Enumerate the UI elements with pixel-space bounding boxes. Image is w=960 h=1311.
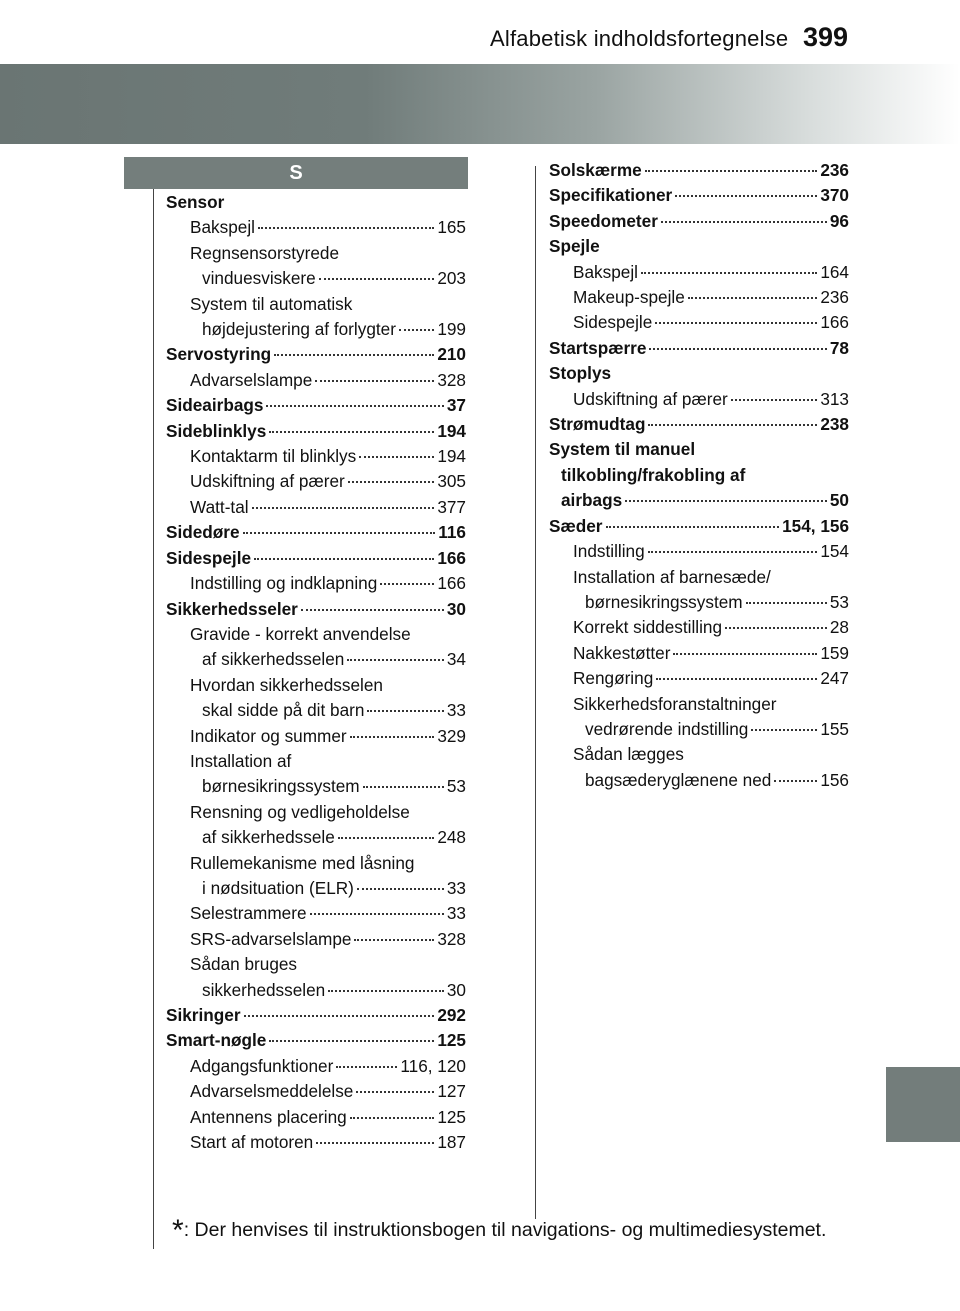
index-entry-text: Bakspejl <box>573 261 638 282</box>
left-column-rule <box>153 189 154 1249</box>
index-entry-text: Nakkestøtter <box>573 642 671 663</box>
index-entry <box>549 641 849 666</box>
index-entry-text: Sidedøre <box>166 522 240 543</box>
index-entry-text: Selestrammere <box>190 903 307 924</box>
index-entry <box>549 260 849 285</box>
index-entry-text: Bakspejl <box>190 217 255 238</box>
dot-leader <box>656 678 817 680</box>
index-entry <box>549 336 849 361</box>
index-entry-page: 154, 156 <box>782 515 849 536</box>
dot-leader <box>244 1015 435 1017</box>
dot-leader <box>258 227 434 229</box>
index-entry <box>166 546 466 571</box>
index-entry-text: Udskiftning af pærer <box>573 388 728 409</box>
index-entry <box>549 590 849 615</box>
index-entry-page: 50 <box>829 490 849 511</box>
index-entry <box>166 774 466 799</box>
index-entry <box>166 266 466 291</box>
index-entry-page: 125 <box>437 1030 466 1051</box>
dot-leader <box>645 170 818 172</box>
index-entry-page: 329 <box>437 725 466 746</box>
section-thumb-tab <box>886 1067 960 1142</box>
index-entry-page: 156 <box>820 769 849 790</box>
index-entry <box>549 539 849 564</box>
index-entry <box>166 571 466 596</box>
index-entry <box>166 724 466 749</box>
section-letter: S <box>289 161 303 184</box>
dot-leader <box>673 653 817 655</box>
dot-leader <box>380 583 434 585</box>
index-heading: Stoplys <box>549 363 612 384</box>
dot-leader <box>655 322 817 324</box>
index-entry-text: børnesikringssystem <box>585 591 743 612</box>
index-entry <box>166 342 466 367</box>
index-entry <box>166 876 466 901</box>
index-entry-page: 187 <box>437 1132 466 1153</box>
index-entry <box>166 368 466 393</box>
index-entry-text: Advarselslampe <box>190 369 313 390</box>
index-entry-text: vinduesviskere <box>202 268 316 289</box>
index-entry <box>166 647 466 672</box>
running-header-title: Alfabetisk indholdsfortegnelse <box>490 26 789 51</box>
dot-leader <box>269 1040 434 1042</box>
index-entry <box>166 469 466 494</box>
index-heading: Gravide - korrekt anvendelse <box>190 623 411 644</box>
header-banner <box>0 64 960 144</box>
index-entry-text: Makeup-spejle <box>573 287 685 308</box>
dot-leader <box>310 913 444 915</box>
index-entry-text: Strømudtag <box>549 414 646 435</box>
index-entry <box>166 444 466 469</box>
dot-leader <box>363 786 444 788</box>
index-entry-text: af sikkerhedssele <box>202 827 335 848</box>
index-entry-page: 155 <box>820 718 849 739</box>
index-entry-page: 116 <box>438 522 466 543</box>
index-entry-text: Rengøring <box>573 668 654 689</box>
dot-leader <box>252 507 435 509</box>
index-entry-page: 370 <box>820 185 849 206</box>
index-entry <box>166 520 466 545</box>
index-heading: Sådan bruges <box>190 954 298 975</box>
dot-leader <box>774 780 817 782</box>
index-entry-page: 248 <box>437 827 466 848</box>
index-entry-text: Kontaktarm til blinklys <box>190 446 357 467</box>
index-entry <box>549 310 849 335</box>
index-heading: Installation af barnesæde/ <box>573 566 771 587</box>
index-entry-text: sikkerhedsselen <box>202 979 326 1000</box>
index-entry <box>166 978 466 1003</box>
index-entry <box>166 1105 466 1130</box>
section-letter-header <box>124 157 468 189</box>
index-entry-text: Smart-nøgle <box>166 1030 267 1051</box>
dot-leader <box>254 558 434 560</box>
index-entry <box>549 717 849 742</box>
index-entry <box>166 419 466 444</box>
dot-leader <box>347 659 444 661</box>
index-entry <box>166 1079 466 1104</box>
index-entry-page: 166 <box>437 547 466 568</box>
index-entry-text: børnesikringssystem <box>202 776 360 797</box>
index-entry-page: 210 <box>437 344 466 365</box>
index-entry-text: Start af motoren <box>190 1132 314 1153</box>
dot-leader <box>266 405 443 407</box>
index-entry <box>549 666 849 691</box>
dot-leader <box>328 990 444 992</box>
index-entry <box>166 317 466 342</box>
index-entry-page: 305 <box>437 471 466 492</box>
index-entry-page: 34 <box>446 649 466 670</box>
index-entry-page: 199 <box>437 319 466 340</box>
index-heading: Sikkerhedsforanstaltninger <box>573 693 777 714</box>
page-number: 399 <box>803 22 849 52</box>
index-entry-page: 194 <box>437 446 466 467</box>
index-entry-text: højdejustering af forlygter <box>202 319 396 340</box>
index-entry-page: 203 <box>437 268 466 289</box>
dot-leader <box>336 1066 397 1068</box>
column-divider <box>535 166 536 1219</box>
footnote <box>172 1214 826 1248</box>
dot-leader <box>338 837 435 839</box>
index-heading: System til automatisk <box>190 293 353 314</box>
index-entry <box>549 488 849 513</box>
dot-leader <box>269 431 434 433</box>
index-entry <box>549 615 849 640</box>
index-entry <box>166 597 466 622</box>
index-entry-page: 28 <box>829 617 849 638</box>
index-entry-page: 313 <box>820 388 849 409</box>
index-entry-page: 328 <box>437 369 466 390</box>
index-entry <box>549 158 849 183</box>
index-entry-text: Advarselsmeddelelse <box>190 1081 354 1102</box>
index-entry-page: 154 <box>820 541 849 562</box>
index-entry-text: Indstilling og indklapning <box>190 573 378 594</box>
index-entry-page: 377 <box>437 496 466 517</box>
footnote-text: : Der henvises til instruktionsbogen til navigations- og multimediesystemet. <box>183 1219 827 1241</box>
index-heading: tilkobling/frakobling af <box>561 464 746 485</box>
index-entry-page: 127 <box>437 1081 466 1102</box>
index-entry-text: SRS-advarselslampe <box>190 928 352 949</box>
index-entry-page: 236 <box>820 160 849 180</box>
index-entry-text: Servostyring <box>166 344 272 365</box>
dot-leader <box>348 481 435 483</box>
index-entry-text: Sidespejle <box>166 547 252 568</box>
dot-leader <box>751 729 817 731</box>
index-entry-text: Adgangsfunktioner <box>190 1055 334 1076</box>
index-entry-page: 53 <box>446 776 466 797</box>
index-entry-page: 165 <box>437 217 466 238</box>
index-entry-text: Indstilling <box>573 541 645 562</box>
index-entry-text: i nødsituation (ELR) <box>202 877 354 898</box>
index-entry-text: Specifikationer <box>549 185 673 206</box>
dot-leader <box>319 278 435 280</box>
index-entry-text: Speedometer <box>549 210 658 231</box>
index-entry-page: 194 <box>437 420 466 441</box>
index-entry <box>549 514 849 539</box>
index-entry-page: 30 <box>446 598 466 619</box>
dot-leader <box>316 1142 434 1144</box>
index-entry-page: 236 <box>820 287 849 308</box>
index-entry-page: 96 <box>829 210 849 231</box>
index-entry-page: 164 <box>820 261 849 282</box>
dot-leader <box>357 888 444 890</box>
index-entry-text: Watt-tal <box>190 496 249 517</box>
index-heading: Rullemekanisme med låsning <box>190 852 415 873</box>
index-entry <box>166 1130 466 1155</box>
index-entry-page: 30 <box>446 979 466 1000</box>
index-entry-text: af sikkerhedsselen <box>202 649 345 670</box>
index-heading: Hvordan sikkerhedsselen <box>190 674 383 695</box>
dot-leader <box>356 1091 434 1093</box>
index-entry-page: 166 <box>820 312 849 333</box>
index-entry <box>166 1054 466 1079</box>
index-entry-text: Sidespejle <box>573 312 653 333</box>
dot-leader <box>243 532 436 534</box>
index-entry <box>549 768 849 793</box>
index-entry <box>166 698 466 723</box>
index-entry <box>166 825 466 850</box>
index-heading: Sensor <box>166 192 225 212</box>
index-entry-page: 125 <box>437 1106 466 1127</box>
index-entry <box>166 393 466 418</box>
dot-leader <box>746 602 827 604</box>
index-entry-text: Sideairbags <box>166 395 264 416</box>
index-entry <box>166 215 466 240</box>
index-entry <box>549 285 849 310</box>
index-entry-page: 33 <box>446 903 466 924</box>
index-entry-page: 33 <box>446 877 466 898</box>
index-heading: Regnsensorstyrede <box>190 242 340 263</box>
dot-leader <box>661 221 827 223</box>
index-entry-page: 37 <box>446 395 466 416</box>
dot-leader <box>399 329 434 331</box>
dot-leader <box>350 736 435 738</box>
index-entry-text: Sikkerhedsseler <box>166 598 298 619</box>
index-entry-page: 247 <box>820 668 849 689</box>
dot-leader <box>359 456 434 458</box>
index-entry-text: Solskærme <box>549 160 642 180</box>
index-entry-text: Startspærre <box>549 337 647 358</box>
index-entry-text: vedrørende indstilling <box>585 718 749 739</box>
dot-leader <box>648 551 818 553</box>
index-heading: Installation af <box>190 750 292 771</box>
index-entry-page: 159 <box>820 642 849 663</box>
dot-leader <box>354 939 434 941</box>
index-heading: Spejle <box>549 236 600 257</box>
index-entry-page: 292 <box>437 1005 466 1025</box>
dot-leader <box>315 380 434 382</box>
index-entry-text: Sikringer <box>166 1005 241 1025</box>
index-entry-text: Indikator og summer <box>190 725 347 746</box>
dot-leader <box>649 348 826 350</box>
index-entry-text: Korrekt siddestilling <box>573 617 723 638</box>
index-entry-page: 33 <box>446 700 466 721</box>
index-entry-page: 53 <box>829 591 849 612</box>
dot-leader <box>725 627 827 629</box>
index-entry <box>166 495 466 520</box>
index-entry-text: Udskiftning af pærer <box>190 471 345 492</box>
index-entry <box>166 927 466 952</box>
index-entry-page: 166 <box>437 573 466 594</box>
footnote-marker: * <box>172 1214 184 1247</box>
index-entry <box>549 412 849 437</box>
dot-leader <box>641 272 817 274</box>
index-entry-text: Antennens placering <box>190 1106 347 1127</box>
index-entry <box>166 1003 466 1028</box>
dot-leader <box>675 195 817 197</box>
dot-leader <box>648 424 817 426</box>
dot-leader <box>274 354 434 356</box>
index-heading: System til manuel <box>549 439 696 460</box>
dot-leader <box>367 710 443 712</box>
index-entry-page: 238 <box>820 414 849 435</box>
index-entry-text: Sæder <box>549 515 603 536</box>
index-column-left <box>166 190 466 1155</box>
dot-leader <box>688 297 818 299</box>
dot-leader <box>731 399 818 401</box>
dot-leader <box>625 500 827 502</box>
index-entry-page: 328 <box>437 928 466 949</box>
index-entry-text: airbags <box>561 490 623 511</box>
index-entry <box>549 183 849 208</box>
index-heading: Rensning og vedligeholdelse <box>190 801 410 822</box>
index-heading: Sådan lægges <box>573 744 684 765</box>
index-entry <box>166 901 466 926</box>
index-entry-page: 116, 120 <box>400 1055 466 1076</box>
dot-leader <box>606 526 780 528</box>
index-entry-text: skal sidde på dit barn <box>202 700 365 721</box>
dot-leader <box>350 1117 435 1119</box>
dot-leader <box>301 609 444 611</box>
index-entry-page: 78 <box>829 337 849 358</box>
index-entry <box>549 209 849 234</box>
index-entry-text: Sideblinklys <box>166 420 267 441</box>
index-entry-text: bagsæderyglænene ned <box>585 769 772 790</box>
index-entry <box>166 1028 466 1053</box>
index-column-right <box>549 158 849 793</box>
index-entry <box>549 387 849 412</box>
